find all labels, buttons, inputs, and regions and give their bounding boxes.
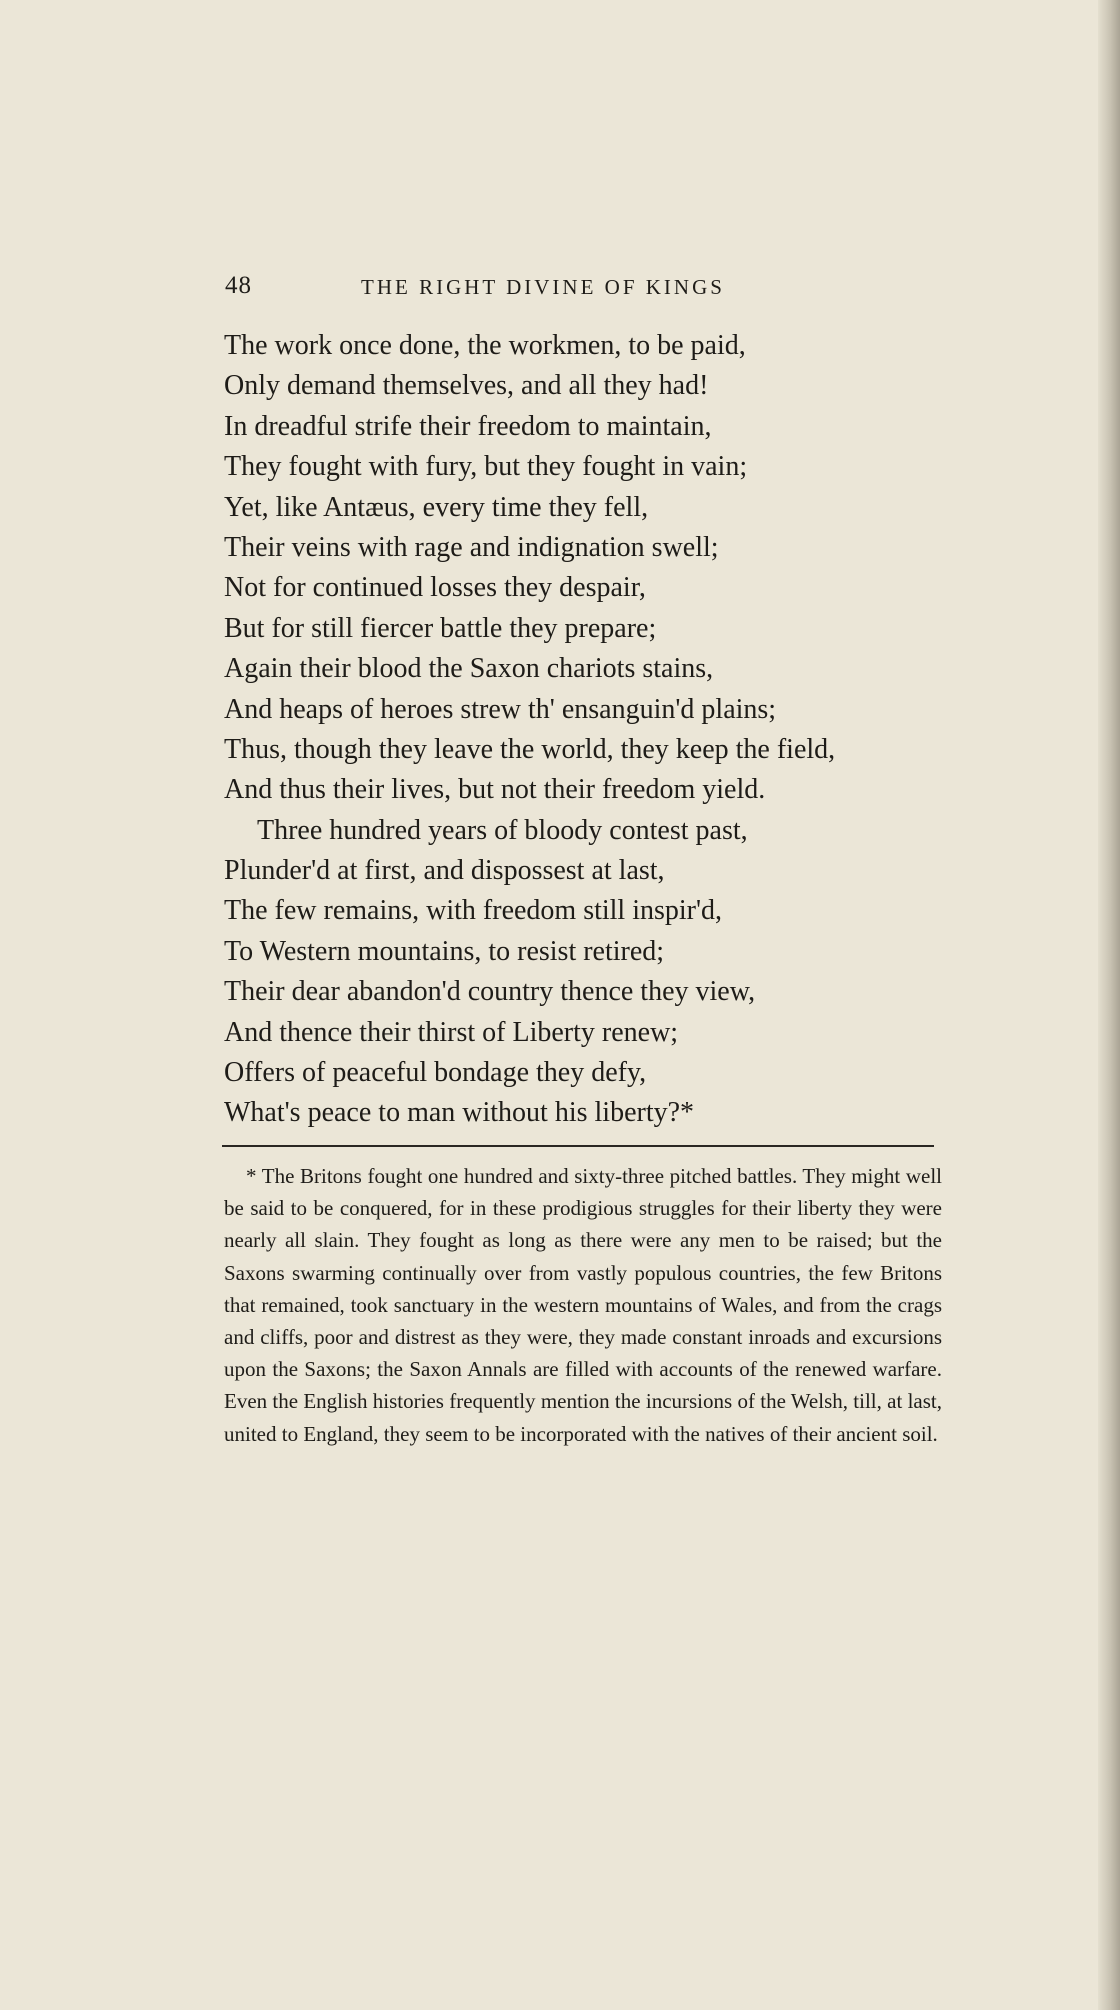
page-edge-shadow xyxy=(1098,0,1120,2010)
page-header xyxy=(225,272,805,312)
verse-line: Their veins with rage and indignation swell; xyxy=(224,531,719,563)
verse-line: They fought with fury, but they fought in vain; xyxy=(224,451,748,483)
verse-line: Not for continued losses they despair, xyxy=(224,572,646,604)
page-number: 48 xyxy=(225,272,252,299)
verse-line-stanza-start: Three hundred years of bloody contest past, xyxy=(257,814,748,846)
verse-line: And heaps of heroes strew th' ensanguin'd plains; xyxy=(224,693,777,725)
verse-line: Plunder'd at first, and dispossest at last, xyxy=(224,855,665,887)
verse-line: And thus their lives, but not their freedom yield. xyxy=(224,774,766,806)
verse-line: Their dear abandon'd country thence they view, xyxy=(224,976,756,1008)
verse-line: Again their blood the Saxon chariots stains, xyxy=(224,653,714,685)
poem-body xyxy=(224,326,944,1134)
verse-line: What's peace to man without his liberty?* xyxy=(224,1097,695,1129)
verse-line: But for still fiercer battle they prepare; xyxy=(224,612,657,644)
verse-line: Thus, though they leave the world, they keep the field, xyxy=(224,733,836,765)
verse-line: In dreadful strife their freedom to maintain, xyxy=(224,410,712,442)
verse-line: Offers of peaceful bondage they defy, xyxy=(224,1057,647,1089)
verse-line: The few remains, with freedom still inspir'd, xyxy=(224,895,723,927)
footnote: * The Britons fought one hundred and sixty-three pitched battles. They might well be said to be conquered, for in these prodigious struggles for their liberty they were nearly all slain. They fought as long as there were any men to be raised; but the Saxons swarming continually over from vastly populous countries, the few Britons that remained, took sanctuary in the western mountains of Wales, and from the crags and cliffs, poor and distrest as they were, they made constant inroads and excursions upon the Saxons; the Saxon Annals are filled with accounts of the renewed warfare. Even the English histories frequently mention the incursions of the Welsh, till, at last, united to England, they seem to be incorporated with the natives of their ancient soil. xyxy=(224,1164,942,1446)
verse-line: To Western mountains, to resist retired; xyxy=(224,935,665,967)
verse-line: Only demand themselves, and all they had! xyxy=(224,370,709,402)
running-title: THE RIGHT DIVINE OF KINGS xyxy=(361,275,725,299)
verse-line: And thence their thirst of Liberty renew; xyxy=(224,1016,679,1048)
verse-line: The work once done, the workmen, to be paid, xyxy=(224,330,746,361)
verse-line: Yet, like Antæus, every time they fell, xyxy=(224,491,649,523)
footnote-divider xyxy=(222,1145,934,1147)
